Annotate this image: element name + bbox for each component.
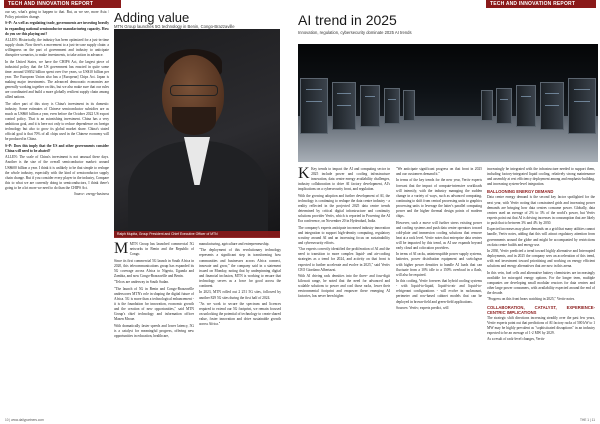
right-paragraph: Data centre energy demand is the second key factor spotlighted for the next year, with Vertiv noting that constrained grids and increasing power demands are bringing how data centres consume power. Globally, data centres used an average of 2% to 3% of the world's power, but Vertiv experts point out that AI is driving increases in consumption that are likely to push that to between 3% and 4% by 2030. bbox=[487, 195, 595, 225]
article1-paragraph: "The deployment of this revolutionary technology represents a significant step in transforming how communities and businesses across Africa connect, innovate and grow," the company said in a statement issued on Monday, noting that by underpinning digital and financial inclusion, MTN is working to ensure that technology serves as a force for good across the continent. bbox=[199, 248, 281, 289]
article1-paragraph: Since its first commercial 5G launch in South Africa in 2020, this telecommunications group has expanded its 5G coverage across Africa to Nigeria, Uganda and Zambia, and now Congo-Brazzaville and Benin. bbox=[114, 258, 194, 278]
right-paragraph: increasingly be integrated with the infrastructure needed to support them, including factory-integrated liquid cooling, relatively strong maintenance and assembly at rest efficiency deployment among and emphasis-building, and increasing system-level integration. bbox=[487, 167, 595, 187]
ceo-portrait-photo bbox=[114, 29, 280, 237]
section-heading-energy: BALLOONING ENERGY DEMAND bbox=[487, 189, 554, 195]
article1-paragraph: MMTN Group has launched commercial 5G networks in Benin and the Republic of Congo. bbox=[114, 242, 194, 257]
left-source: Source: energy-business bbox=[74, 192, 109, 197]
article2-paragraph: With AI driving rack densities into the three- and four-digit kilowatt range, he noted that the need for advanced and scalable solutions to power and cool those racks, lower their environmental footprint and empower these emerging AI factories, has never been higher. bbox=[298, 274, 390, 299]
dropcap: M bbox=[114, 242, 129, 257]
right-column bbox=[487, 167, 595, 414]
article2-column-1 bbox=[298, 167, 390, 414]
dropcap: K bbox=[298, 167, 310, 182]
footer-right: THE 1 | 11 bbox=[580, 418, 595, 422]
article1-paragraph: With dramatically faster speeds and lower latency, 5G is a catalyst for meaningful progress, offering new opportunities in education, healthcare, bbox=[114, 323, 194, 338]
left-paragraph: our say, what's going to happen to that. But, as we see, more Asia / Policy priorities change. bbox=[5, 10, 109, 20]
footer-left: 10 | www.dailypartners.com bbox=[5, 418, 44, 422]
article1-subtitle: MTN Group launches 5G technology in Benin, Congo-Brazzaville bbox=[114, 24, 235, 29]
article1-paragraph: "Telcos are underway in South Sudan. bbox=[114, 280, 169, 285]
right-paragraph: "Progress on this front bears watching in 2025," Vertiv notes. bbox=[487, 297, 576, 302]
article1-title: Adding value bbox=[114, 10, 190, 25]
article2-paragraph: "We anticipate significant progress on that front in 2025 and our customers demand it." bbox=[396, 167, 482, 177]
data-centre-photo bbox=[298, 44, 598, 162]
left-question: S+P: Does this imply that the US and other governments consider China will need to be abated? bbox=[5, 143, 109, 153]
left-paragraph: The other part of this story is China's investment in its domestic industry. Some estimates of Chinese semiconductor subsidies are as much as US$60 billion a year, even before the October 2022 US export control policy. That is an astonishing investment. China has a very ambitious goal, and it is here not only to reduce dependence on foreign technology but also to grow its global market share. China's stated official goal is that 70% of all chips used in the Chinese economy will be produced in China. bbox=[5, 101, 109, 142]
left-paragraph: In the United States, we have the CHIPS Act, the largest piece of industrial policy that the US government has enacted in quite some time: around US$52 billion spent over five years, so US$10 billion per year. The European Union also has a [European] Chips Act. Japan is making major investments. The advanced democratic economies are generally working together on this, but we also make sure that our rules are coordinated and build a more globally resilient supply chain among allied nations. bbox=[5, 59, 109, 100]
article2-paragraph: Sources: Vertiv; experts predict, will bbox=[396, 305, 449, 310]
article1-column-1 bbox=[114, 242, 194, 414]
section-heading-collaboration: COLLABORATION, CATALYST, EXPERIENCE-CENTRIC IMPLICATIONS bbox=[487, 304, 595, 315]
section-tag-right: TECH AND INNOVATION REPORT bbox=[486, 0, 596, 8]
right-paragraph: In 2030, Vertiv predicted a trend toward highly alternative and Interrupted deployments, and in 2025 the company sees an acceleration of this trend, with real investment toward prioritising and working on energy efficient solutions and energy alternatives that are now in this arena. bbox=[487, 249, 595, 269]
article2-subtitle: Innovation, regulation, cybersecurity dominate 2025 AI trends bbox=[298, 30, 412, 35]
left-paragraph: ALLEN: The scale of China's investment is not unusual these days. Another is the size of the overall semiconductor market: around US$600 billion a year. I think it is unlikely to be that simple to reshape the whole industry, especially with the kind of semiconductor supply chain change. But if you consider every player in the industry, Compare this to what we are currently doing in semiconductors, I think there's going to be a lot more we need to do than the CHIPS Act. bbox=[5, 155, 109, 190]
article2-paragraph: "Our experts correctly identified the proliferation of AI and the need to transition to more complex liquid- and air-cooling strategies as a trend for 2024, and activity on that front is expected to further accelerate and evolve in 2025," said Vertiv CEO Giordano Albertazzi. bbox=[298, 247, 390, 272]
photo-caption: Ralph Mupita, Group President and Chief Executive Officer of MTN bbox=[114, 231, 280, 238]
article2-paragraph: In terms of the key trends for the new year, Vertiv experts forecast that the impact of compute-intensive workloads will intensify, with the industry managing the sudden change in a variety of ways, such as advanced computing, continuing to shift from central processing units to graphics processing units to leverage the latter's parallel computing power and the higher thermal design points of modern chips. bbox=[396, 178, 482, 219]
article2-paragraph: In this cooling, Vertiv foresees that hybrid cooling systems - with liquid-to-liquid, liquid-to-air and liquid-to-refrigerant configurations - will evolve in rackmount, perimeter and row-based cabinet models that can be deployed in brown-field and green-field applications. bbox=[396, 279, 482, 304]
left-interview-column bbox=[5, 10, 109, 414]
article2-column-2 bbox=[396, 167, 482, 414]
article1-paragraph: In 2023, MTN rolled out 2 251 5G sites, followed by another 829 5G sites during the first half of 2024. bbox=[199, 290, 281, 300]
article2-paragraph: In terms of AI racks, uninterruptible power supply systems, batteries, power distribution equipment and switchgear with higher power densities to handle AI loads that can fluctuate from a 10% idle to a 150% overload in a flash, will also be required. bbox=[396, 252, 482, 277]
article1-paragraph: "The launch of 5G in Benin and Congo-Brazzaville underscores MTN's role in shaping the digital future of Africa. 5G is more than a technological enhancement - it is the foundation for innovation, economic growth and the creation of new opportunities," said MTN Group's chief technology and information officer Mazen Mroue. bbox=[114, 286, 194, 322]
right-paragraph: As a result of rack-level changes, Vertiv bbox=[487, 337, 545, 342]
article1-paragraph: manufacturing, agriculture and entrepreneurship. bbox=[199, 242, 270, 246]
article2-paragraph: The company's experts anticipate increased industry innovation and integration to support high-density computing, regulatory scrutiny around AI and an increasing focus on sustainability and cybersecurity efforts. bbox=[298, 225, 390, 245]
article1-paragraph: "As we work to secure the spectrum and licences required to extend our 5G footprint, we remain focused on unlocking the potential of technology to create shared value, foster innovation and drive sustainable growth across Africa." bbox=[199, 301, 281, 327]
article2-paragraph: However, such a move will further stress existing power and cooling systems and push data centre operators toward cold-plate and immersion cooling solutions that remove heat at a rack level. Vertiv notes that enterprise data centres will be impacted by this trend, as AI use expands beyond early cloud and colocation providers. bbox=[396, 220, 482, 250]
article2-paragraph: K Key trends to impact the AI and computing sector in 2025 include power and cooling infrastructure innovation, data centre energy availability challenges, industry collaboration to drive AI factory development, AI's implications on a cybersecurity front, and regulation. bbox=[298, 167, 390, 192]
article2-title: AI trend in 2025 bbox=[298, 12, 397, 28]
left-paragraph: ALLEN: Historically, the industry has been optimized for a just-in-time supply chain. Now there's a movement to a just-in-case supply chain: a willingness on the part of government and industry to anticipate disruptive scenarios, to make investments, to take action in advance. bbox=[5, 38, 109, 58]
left-question: S+P: As well as regulating trade, governments are investing heavily in expanding national semiconductor manufacturing capacity. How do you see this playing out? bbox=[5, 21, 109, 36]
article1-column-2 bbox=[199, 242, 281, 414]
article2-paragraph: With the growing adoption and further development of AI, the technology is continuing to reshape the data centre industry - a reality reflected in the projected 2025 data centre trends determined by critical digital infrastructure and continuity solutions provider Vertiv, which is reported in Powering the AI Era conference, on November 20 in Hyderabad, India. bbox=[298, 193, 390, 224]
right-paragraph: In this vein, fuel cells and alternative battery chemistries are increasingly available for microgrid energy options. For the longer term, multiple companies are developing small modular reactors for data centres and other large power consumers, with availability expected around the end of the decade. bbox=[487, 270, 595, 296]
right-paragraph: Expected increases may place demands on a grid that many utilities cannot handle, Vertiv notes, adding that this will attract regulatory attention from governments around the globe and might be accompanied by restrictions on data centre builds and energy use. bbox=[487, 227, 595, 247]
right-paragraph: The strategic shift directions increasing steadily over the past few years, Vertiv experts point out that predictions of AI factory racks of 500 kW to 1 MW may be highly prevalent as "sophisticated disruptions" in an industry expected to be an average of 1-2 MW by 2029. bbox=[487, 315, 595, 335]
section-tag-left: TECH AND INNOVATION REPORT bbox=[4, 0, 121, 8]
